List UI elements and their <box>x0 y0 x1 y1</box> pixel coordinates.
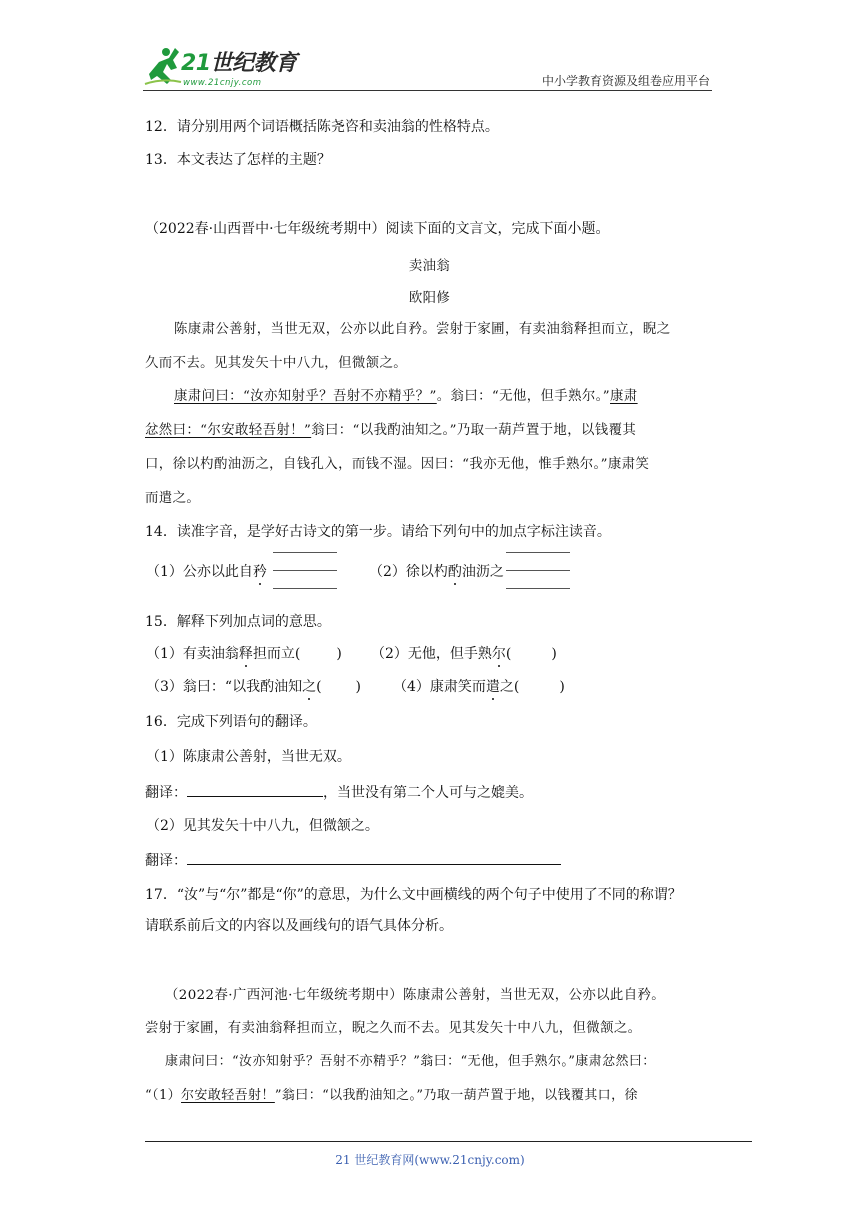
text-span: ( <box>505 646 512 662</box>
underlined-sentence-2-start: 康肃 <box>610 389 638 404</box>
question-15-item-2 <box>371 644 557 664</box>
site-logo[interactable] <box>143 44 323 92</box>
question-16-sentence-2: （2）见其发矢十中八九，但微颔之。 <box>146 818 379 834</box>
logo-url: www.21cnjy.com <box>183 78 262 88</box>
dotted-char: 遣 <box>485 679 500 695</box>
passage1-para2-line3: 口，徐以杓酌油沥之，自钱孔入，而钱不湿。因曰：“我亦无他，惟手熟尔。”康肃笑 <box>145 457 650 472</box>
answer-blank-16-1[interactable] <box>187 782 323 797</box>
passage1-para1-line2: 久而不去。见其发矢十中八九，但微颔之。 <box>145 356 408 371</box>
text-span: 之( <box>499 679 520 695</box>
question-14-item-2 <box>369 562 504 582</box>
underlined-sentence: 尔安敢轻吾射！ <box>181 1088 275 1103</box>
question-16-translation-1 <box>145 782 533 803</box>
answer-blank-16-2[interactable] <box>187 850 561 865</box>
text-span: 油沥之 <box>461 564 504 580</box>
text-span: （2）徐以杓 <box>369 564 448 580</box>
text-span: （1）公亦以此自 <box>146 564 253 580</box>
question-15-item-4 <box>393 677 565 697</box>
question-15-stem: 15．解释下列加点词的意思。 <box>145 614 331 630</box>
text-span: ) <box>551 646 557 662</box>
answer-blank-14-1[interactable] <box>273 552 337 606</box>
question-17-line-2: 请联系前后文的内容以及画线句的语气具体分析。 <box>145 918 453 934</box>
passage2-line-3: 康肃问曰：“汝亦知射乎？吾射不亦精乎？”翁曰：“无他，但手熟尔。”康肃忿然曰： <box>165 1054 656 1069</box>
question-13: 13．本文表达了怎样的主题？ <box>145 152 331 168</box>
text-span: “（1） <box>145 1088 182 1103</box>
text-span: （4）康肃笑而 <box>393 679 486 695</box>
text-span: 。翁曰：“无他，但手熟尔。” <box>436 389 611 404</box>
text-span: ，当世没有第二个人可与之媲美。 <box>323 785 533 801</box>
underlined-sentence-1: 康肃问曰：“汝亦知射乎？吾射不亦精乎？” <box>174 389 437 404</box>
text-span: 翻译： <box>145 853 187 869</box>
passage1-para2-line1 <box>174 387 638 407</box>
text-span: ( <box>316 679 322 695</box>
runner-logo-icon <box>143 44 183 88</box>
passage1-title: 卖油翁 <box>408 259 451 274</box>
question-16-stem: 16．完成下列语句的翻译。 <box>145 714 317 730</box>
text-span: （1）有卖油翁 <box>146 646 239 662</box>
footer-link[interactable]: 21 世纪教育网(www.21cnjy.com) <box>335 1153 525 1167</box>
dotted-char: 尔 <box>491 646 506 662</box>
question-15-item-1 <box>146 644 342 664</box>
question-14-stem: 14．读准字音，是学好古诗文的第一步。请给下列句中的加点字标注读音。 <box>145 524 611 540</box>
text-span: ) <box>336 646 342 662</box>
underlined-sentence-2-end: 忿然曰：“尔安敢轻吾射！” <box>145 423 312 438</box>
passage2-line-2: 尝射于家圃，有卖油翁释担而立，睨之久而不去。见其发矢十中八九，但微颔之。 <box>145 1021 642 1036</box>
text-span: ) <box>355 679 362 695</box>
text-span: ) <box>559 679 565 695</box>
answer-blank-14-2[interactable] <box>506 552 570 606</box>
header-divider <box>143 90 712 91</box>
text-span: ”翁曰：“以我酌油知之。”乃取一葫芦置于地，以钱覆其口，徐 <box>274 1088 638 1103</box>
passage1-para2-line2 <box>145 421 636 441</box>
passage2-line-4 <box>145 1086 638 1106</box>
dotted-char: 酌 <box>447 564 462 580</box>
text-span: 翁曰：“以我酌油知之。”乃取一葫芦置于地，以钱覆其 <box>311 423 637 438</box>
text-span: 担而立( <box>252 646 301 662</box>
page-header <box>143 40 712 92</box>
question-14-item-1 <box>146 562 267 582</box>
passage1-para1-line1: 陈康肃公善射，当世无双，公亦以此自矜。尝射于家圃，有卖油翁释担而立，睨之 <box>174 322 671 337</box>
question-16-sentence-1: （1）陈康肃公善射，当世无双。 <box>146 749 351 765</box>
question-12: 12．请分别用两个词语概括陈尧咨和卖油翁的性格特点。 <box>145 119 499 135</box>
question-17-line-1: 17．“汝”与“尔”都是“你”的意思，为什么文中画横线的两个句子中使用了不同的称谓？ <box>145 887 682 903</box>
text-span: （3）翁曰：“以我酌油知 <box>146 679 303 695</box>
question-15-item-3 <box>146 677 361 697</box>
question-16-translation-2 <box>145 850 561 871</box>
text-span: 翻译： <box>145 785 187 801</box>
dotted-char: 之 <box>302 679 317 695</box>
dotted-char: 释 <box>238 646 253 662</box>
logo-wordmark: 21世纪教育 <box>181 51 297 76</box>
passage1-intro: （2022春·山西晋中·七年级统考期中）阅读下面的文言文，完成下面小题。 <box>145 221 610 237</box>
passage1-author: 欧阳修 <box>408 291 451 306</box>
platform-name: 中小学教育资源及组卷应用平台 <box>541 74 710 88</box>
text-span: （2）无他，但手熟 <box>371 646 492 662</box>
dotted-char: 矜 <box>252 564 267 580</box>
footer-divider <box>145 1141 752 1142</box>
passage1-para2-line4: 而遣之。 <box>145 491 201 506</box>
passage2-line-1: （2022春·广西河池·七年级统考期中）陈康肃公善射，当世无双，公亦以此自矜。 <box>165 988 666 1003</box>
